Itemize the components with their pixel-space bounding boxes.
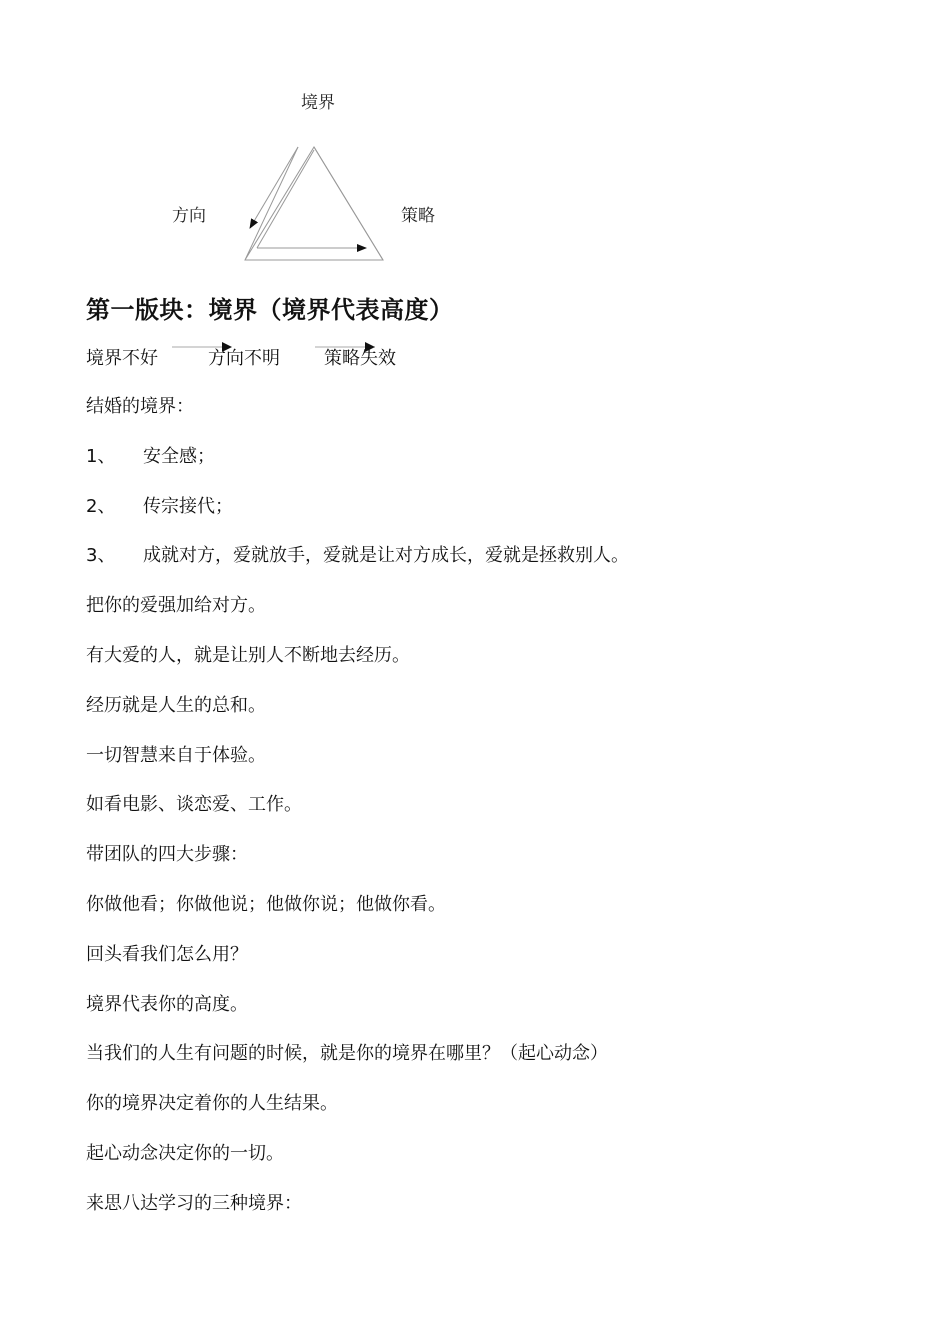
triangle-outline	[245, 147, 383, 260]
item-number: 2、	[86, 496, 116, 517]
item-text: 安全感；	[143, 446, 215, 467]
paragraph: 你的境界决定着你的人生结果。	[86, 1093, 338, 1114]
item-number: 1、	[86, 446, 116, 467]
numbered-item	[86, 495, 233, 519]
flow-line	[0, 344, 950, 372]
paragraph: 起心动念决定你的一切。	[86, 1143, 284, 1164]
numbered-item	[86, 544, 629, 568]
flow-item-2: 方向不明	[208, 348, 280, 369]
paragraph: 结婚的境界：	[86, 396, 194, 417]
label-fangxiang: 方向	[172, 206, 206, 226]
paragraph: 当我们的人生有问题的时候，就是你的境界在哪里？（起心动念）	[86, 1043, 608, 1064]
numbered-item	[86, 445, 215, 469]
paragraph: 带团队的四大步骤：	[86, 844, 248, 865]
label-jingjie: 境界	[301, 93, 335, 113]
paragraph: 境界代表你的高度。	[86, 994, 248, 1015]
paragraph: 你做他看；你做他说；他做你说；他做你看。	[86, 894, 446, 915]
paragraph: 经历就是人生的总和。	[86, 695, 266, 716]
triangle-graphic	[0, 0, 950, 290]
item-text: 成就对方，爱就放手，爱就是让对方成长，爱就是拯救别人。	[143, 545, 629, 566]
paragraph: 如看电影、谈恋爱、工作。	[86, 794, 302, 815]
paragraph: 一切智慧来自于体验。	[86, 745, 266, 766]
triangle-diagram	[0, 0, 950, 290]
paragraph: 来思八达学习的三种境界：	[86, 1193, 302, 1214]
label-celue: 策略	[401, 206, 435, 226]
item-text: 传宗接代；	[143, 496, 233, 517]
flow-item-1: 境界不好	[86, 348, 158, 369]
arrow-to-direction	[250, 147, 298, 228]
flow-item-3: 策略失效	[324, 348, 396, 369]
paragraph: 有大爱的人，就是让别人不断地去经历。	[86, 645, 410, 666]
inner-left-edge	[257, 150, 314, 248]
triangle-right-edge	[314, 147, 383, 260]
paragraph: 回头看我们怎么用？	[86, 944, 248, 965]
paragraph: 把你的爱强加给对方。	[86, 595, 266, 616]
section-heading: 第一版块：境界（境界代表高度）	[86, 296, 454, 324]
item-number: 3、	[86, 545, 116, 566]
